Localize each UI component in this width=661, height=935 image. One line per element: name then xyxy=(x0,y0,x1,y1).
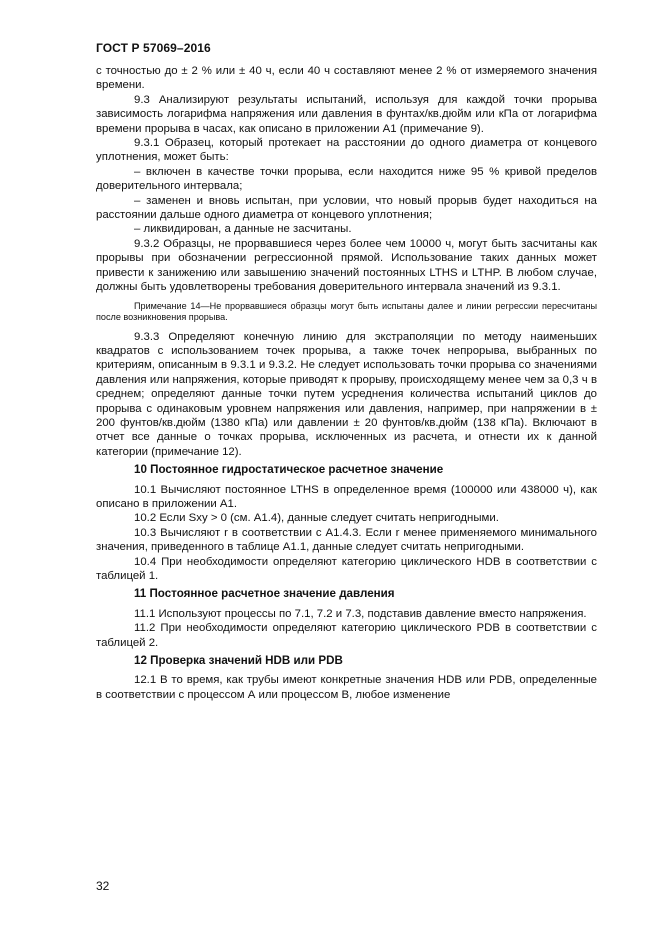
paragraph-10-2: 10.2 Если Sxy > 0 (см. А1.4), данные следует считать непригодными. xyxy=(134,512,499,525)
paragraph-10-1: 10.1 Вычисляют постоянное LTHS в определенное время (100000 или 438000 ч), как описано в приложении А1. xyxy=(96,483,597,510)
page-number: 32 xyxy=(96,879,110,893)
paragraph-9-3-2: 9.3.2 Образцы, не прорвавшиеся через более чем 10000 ч, могут быть засчитаны как прорывы при обозначении регрессионной прямой. Использование таких данных может привести к занижению или завышению значений постоянных LTHS и LTHP. В любом случае, должны быть удовлетворены требования доверительного интервала значений из 9.3.1. xyxy=(96,237,597,294)
paragraph-11-1: 11.1 Используют процессы по 7.1, 7.2 и 7.3, подставив давление вместо напряжения. xyxy=(134,607,587,620)
list-item: – заменен и вновь испытан, при условии, что новый прорыв будет находиться на расстоянии дальше одного диаметра от концевого уплотнения; xyxy=(96,194,597,222)
paragraph-11-2: 11.2 При необходимости определяют категорию циклического PDB в соответствии с таблицей 2. xyxy=(96,622,597,649)
paragraph-9-3-3: 9.3.3 Определяют конечную линию для экстраполяции по методу наименьших квадратов с использованием точек прорыва, а также точек непрорыва, выбранных по критериям, описанным в 9.3.1 и 9.3.2. Не следует использовать точки прорыва со значениями давления или напряжения, которые приводят к прорыву, происходящему менее чем за 0,3 ч в среднем; определяют данные точки путем усреднения количества испытаний циклов до прорыва с одинаковым уровнем напряжения или давления, например, при напряжении в ± 200 фунтов/кв.дюйм (1380 кПа) или давлении ± 20 фунтов/кв.дюйм (138 кПа). Включают в отчет все данные о точках прорыва, исключенных из расчета, и отнести их к данной категории (примечание 12). xyxy=(96,330,597,458)
paragraph-9-3-1: 9.3.1 Образец, который протекает на расстоянии до одного диаметра от концевого уплотнения, может быть: xyxy=(96,137,597,164)
paragraph-10-3: 10.3 Вычисляют r в соответствии с А1.4.3. Если r менее применяемого минимального значения, приведенного в таблице А1.1, данные следует считать непригодными. xyxy=(96,526,597,554)
list-item: – включен в качестве точки прорыва, если находится ниже 95 % кривой пределов доверительного интервала; xyxy=(96,165,597,193)
paragraph-10-4: 10.4 При необходимости определяют категорию циклического HDB в соответствии с таблицей 1. xyxy=(96,555,597,582)
section-heading-12: 12 Проверка значений HDB или PDB xyxy=(134,654,343,668)
section-heading-10: 10 Постоянное гидростатическое расчетное значение xyxy=(134,463,444,477)
document-body xyxy=(96,64,597,702)
note-14: Примечание 14—Не прорвавшиеся образцы могут быть испытаны далее и линии регрессии пересчитаны после возникновения прорыва. xyxy=(96,300,597,322)
document-header: ГОСТ Р 57069–2016 xyxy=(96,41,211,55)
section-heading-11: 11 Постоянное расчетное значение давления xyxy=(134,587,395,601)
paragraph-continuation: с точностью до ± 2 % или ± 40 ч, если 40 ч составляют менее 2 % от измеряемого значения времени. xyxy=(96,65,597,92)
paragraph-9-3: 9.3 Анализируют результаты испытаний, используя для каждой точки прорыва зависимость логарифма напряжения или давления в фунтах/кв.дюйм или кПа от логарифма времени прорыва в часах, как описано в приложении А1 (примечание 9). xyxy=(96,93,597,135)
paragraph-12-1: 12.1 В то время, как трубы имеют конкретные значения HDB или PDB, определенные в соответствии с процессом А или процессом В, любое изменение xyxy=(96,674,597,701)
list-item: – ликвидирован, а данные не засчитаны. xyxy=(134,223,352,236)
